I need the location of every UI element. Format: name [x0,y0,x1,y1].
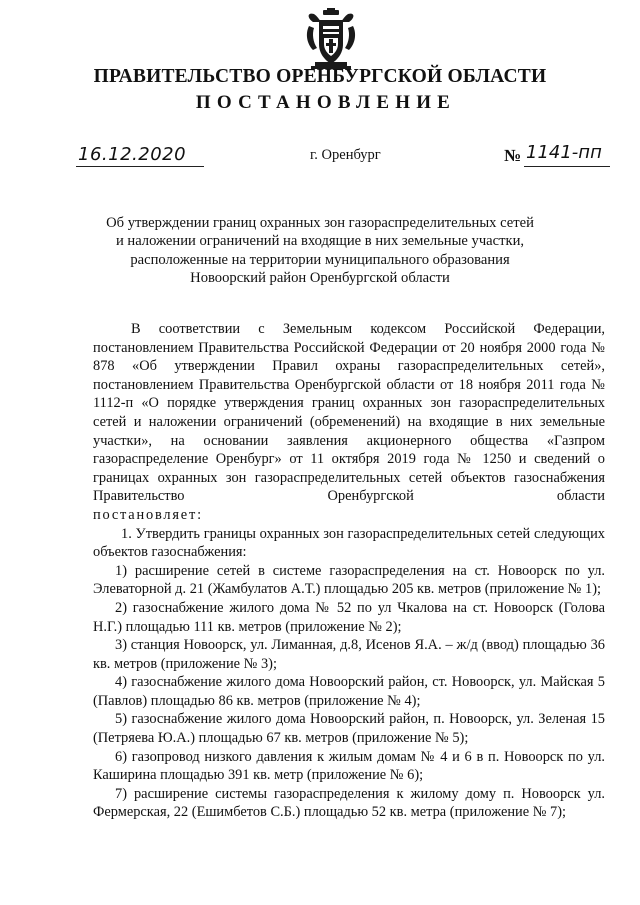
number-sign: № [504,146,522,165]
number-underline [524,166,610,167]
document-type: ПОСТАНОВЛЕНИЕ [195,92,457,113]
document-number: 1141-пп [526,142,602,163]
resolves-word: постановляет: [93,506,203,523]
list-item: 1) расширение сетей в системе газораспределения на ст. Новоорск по ул. Элеваторной д. 21 (Жамбулатов А.Т.) площадью 205 кв. метров (приложение № 1); [93,562,605,598]
document-city: г. Оренбург [310,147,381,163]
document-title [70,214,570,288]
clause-paragraph: 1. Утвердить границы охранных зон газораспределительных сетей следующих объектов газоснабжения: [93,525,605,561]
list-item: 7) расширение системы газораспределения к жилому дому п. Новоорск ул. Фермерская, 22 (Ешимбетов С.Б.) площадью 52 кв. метра (приложение № 7); [93,785,605,821]
title-line: и наложении ограничений на входящие в них земельные участки, [115,233,525,250]
title-line: Новоорский район Оренбургской области [190,270,450,287]
government-name: ПРАВИТЕЛЬСТВО ОРЕНБУРГСКОЙ ОБЛАСТИ [93,66,547,87]
title-line: расположенные на территории муниципального образования [130,251,510,268]
list-item: 3) станция Новоорск, ул. Лиманная, д.8, Исенов Я.А. – ж/д (ввод) площадью 36 кв. метров (приложение № 3); [93,637,605,672]
document-date: 16.12.2020 [78,144,187,165]
list-item: 4) газоснабжение жилого дома Новоорский район, ст. Новоорск, ул. Майская 5 (Павлов) площадью 86 кв. метров (приложение № 4); [93,674,605,709]
document-body [93,320,605,822]
title-line: Об утверждении границ охранных зон газораспределительных сетей [106,215,534,231]
coat-of-arms-icon [305,8,357,70]
list-item: 5) газоснабжение жилого дома Новоорский район, п. Новоорск, ул. Зеленая 15 (Петряева Ю.А.) площадью 67 кв. метров (приложение № 5); [93,711,605,747]
list-item: 2) газоснабжение жилого дома № 52 по ул Чкалова на ст. Новоорск (Голова Н.Г.) площадью 111 кв. метров (приложение № 2); [93,599,605,635]
preamble-paragraph: В соответствии с Земельным кодексом Российской Федерации, постановлением Правительства Российской Федерации от 20 ноября 2000 года № 878 «Об утверждении Правил охраны газораспределительных сетей», постановлением Правительства Оренбургской области от 18 ноября 2011 года № 1112-п «О порядке утверждения границ охранных зон газораспределительных сетей и наложении ограничений (обременений) на входящие в них земельные участки», на основании заявления акционерного общества «Газпром газораспределение Оренбург» от 11 октября 2019 года № 1250 и сведений о границах охранных зон газораспределительных сетей объектов газоснабжения Правительство Оренбургской области [93,321,605,505]
date-underline [76,166,204,167]
list-item: 6) газопровод низкого давления к жилым домам № 4 и 6 в п. Новоорск по ул. Каширина площадью 391 кв. метр (приложение № 6); [93,748,605,784]
